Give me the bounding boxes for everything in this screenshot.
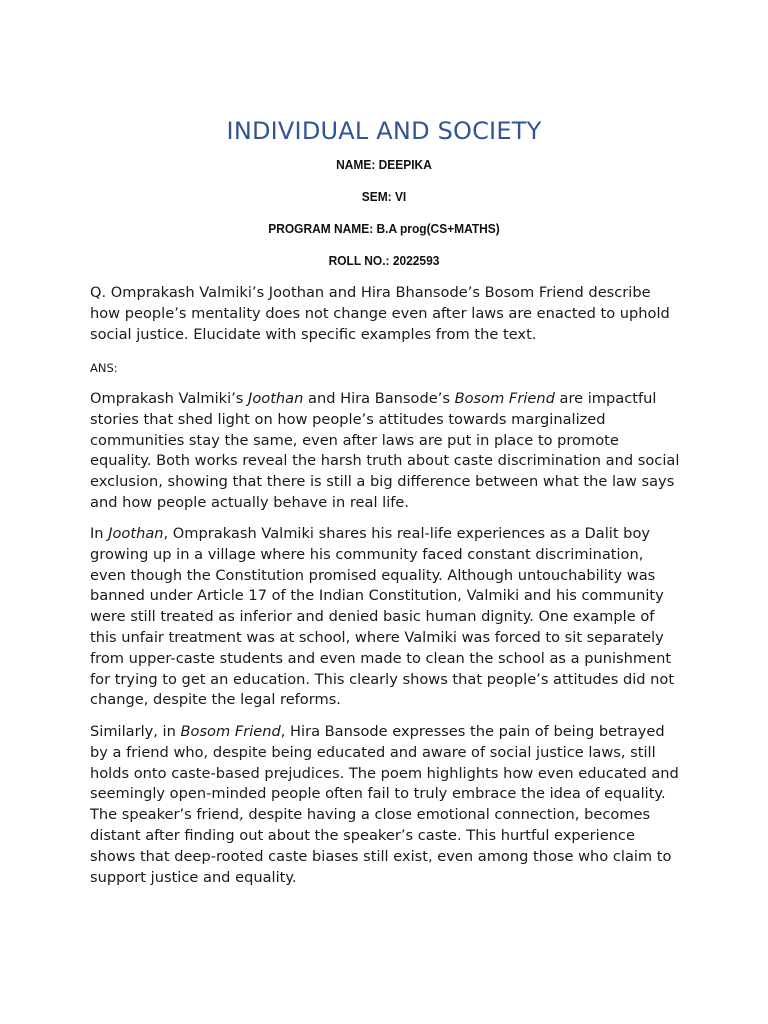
p1-text-e: are impactful stories that shed light on how people’s attitudes towards marginalized communities stay the same, even after laws are put in place to promote equality. Both works reveal the harsh truth about caste discrimination and social exclusion, showing that there is still a big difference between what the law says and how people actually behave in real life.	[90, 390, 680, 511]
answer-paragraph-1	[90, 389, 682, 514]
question-paragraph: Q. Omprakash Valmiki’s Joothan and Hira Bhansode’s Bosom Friend describe how people’s mentality does not change even after laws are enacted to uphold social justice. Elucidate with specific examples from the text.	[90, 284, 670, 343]
answer-paragraph-2	[90, 524, 682, 711]
p3-text-c: , Hira Bansode expresses the pain of being betrayed by a friend who, despite being educated and aware of social justice laws, still holds onto caste-based prejudices. The poem highlights how even educated and seemingly open-minded people often fail to truly embrace the idea of equality. The speaker’s friend, despite having a close emotional connection, becomes distant after finding out about the speaker’s caste. This hurtful experience shows that deep-rooted caste biases still exist, even among those who claim to support justice and equality.	[90, 723, 679, 886]
semester: SEM: VI	[361, 189, 407, 204]
p1-work-title-joothan: Joothan	[248, 390, 304, 407]
document-title: INDIVIDUAL AND SOCIETY	[226, 117, 542, 145]
p2-text-c: , Omprakash Valmiki shares his real-life experiences as a Dalit boy growing up in a village where his community faced constant discrimination, even though the Constitution promised equality. Although untouchability was banned under Article 17 of the Indian Constitution, Valmiki and his community were still treated as inferior and denied basic human dignity. One example of this unfair treatment was at school, where Valmiki was forced to sit separately from upper-caste students and even made to clean the school as a punishment for trying to get an education. This clearly shows that people’s attitudes did not change, despite the legal reforms.	[90, 525, 675, 709]
p2-work-title-joothan: Joothan	[108, 525, 164, 542]
p3-text-a: Similarly, in	[90, 723, 181, 740]
p1-text-c: and Hira Bansode’s	[303, 390, 455, 407]
program-name: PROGRAM NAME: B.A prog(CS+MATHS)	[268, 221, 500, 236]
p3-work-title-bosom-friend: Bosom Friend	[180, 723, 281, 740]
answer-label: ANS:	[90, 361, 118, 375]
p1-work-title-bosom-friend: Bosom Friend	[454, 390, 555, 407]
p1-text-a: Omprakash Valmiki’s	[90, 390, 249, 407]
answer-paragraph-3	[90, 722, 682, 888]
p2-text-a: In	[90, 525, 109, 542]
student-name: NAME: DEEPIKA	[336, 157, 432, 172]
roll-number: ROLL NO.: 2022593	[328, 253, 440, 268]
